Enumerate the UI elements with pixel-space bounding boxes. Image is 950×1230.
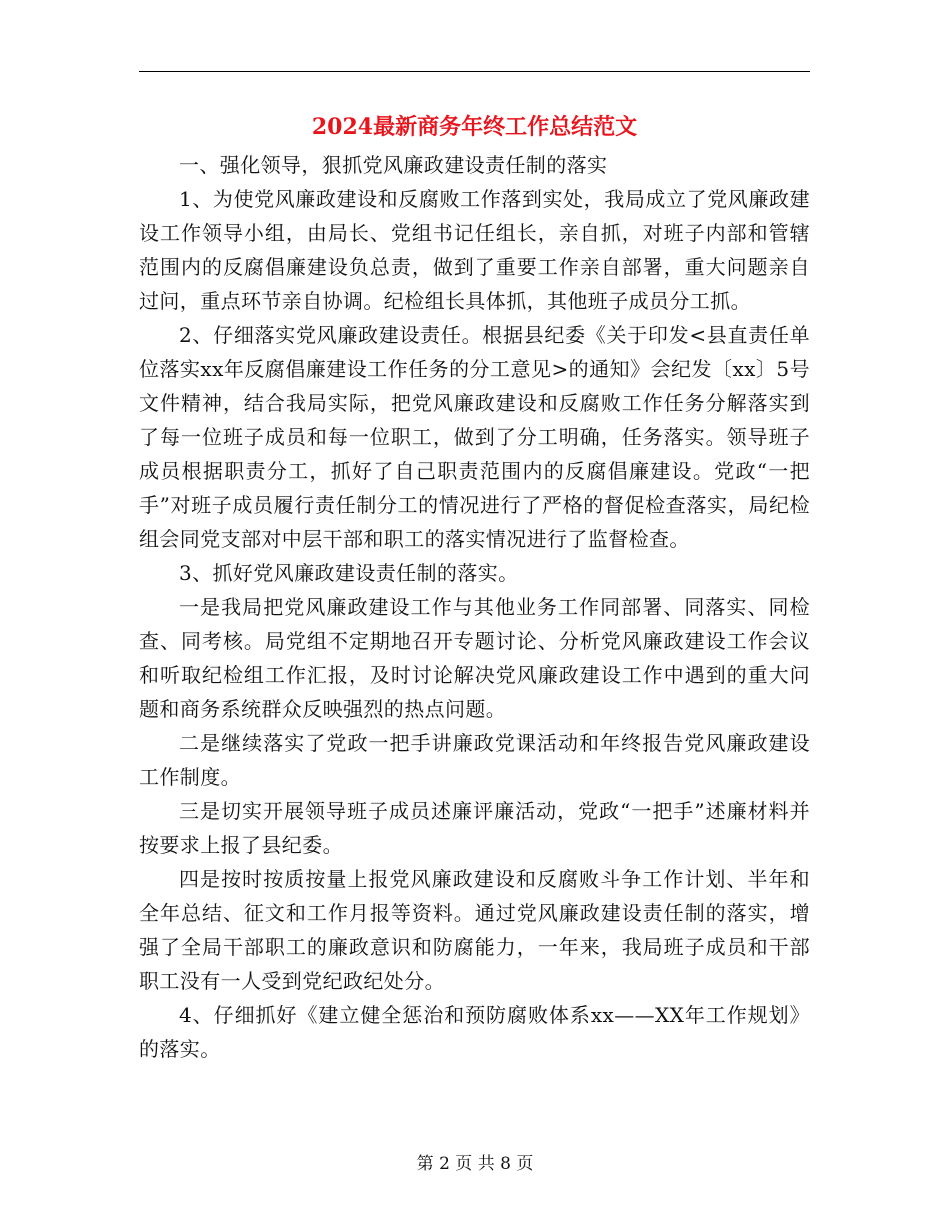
page-number: 第 2 页 共 8 页 (416, 1154, 534, 1174)
paragraph-1: 1、为使党风廉政建设和反腐败工作落到实处，我局成立了党风廉政建设工作领导小组，由局长、党组书记任组长，亲自抓，对班子内部和管辖范围内的反腐倡廉建设负总责，做到了重要工作亲自部署，重大问题亲自过问，重点环节亲自协调。纪检组长具体抓，其他班子成员分工抓。 (139, 187, 810, 313)
paragraph-3: 3、抓好党风廉政建设责任制的落实。 (179, 561, 519, 585)
paragraph-3-item-4: 四是按时按质按量上报党风廉政建设和反腐败斗争工作计划、半年和全年总结、征文和工作月报等资料。通过党风廉政建设责任制的落实，增强了全局干部职工的廉政意识和防腐能力，一年来，我局班子成员和干部职工没有一人受到党纪政纪处分。 (139, 867, 810, 993)
paragraph-4: 4、仔细抓好《建立健全惩治和预防腐败体系xx——XX年工作规划》的落实。 (139, 1003, 810, 1061)
document-body (139, 148, 810, 1066)
paragraph-2: 2、仔细落实党风廉政建设责任。根据县纪委《关于印发<县直责任单位落实xx年反腐倡廉建设工作任务的分工意见>的通知》会纪发〔xx〕5号文件精神，结合我局实际，把党风廉政建设和反腐败工作任务分解落实到了每一位班子成员和每一位职工，做到了分工明确，任务落实。领导班子成员根据职责分工，抓好了自己职责范围内的反腐倡廉建设。党政“一把手”对班子成员履行责任制分工的情况进行了严格的督促检查落实，局纪检组会同党支部对中层干部和职工的落实情况进行了监督检查。 (139, 323, 810, 551)
section-heading-1: 一、强化领导，狠抓党风廉政建设责任制的落实 (179, 153, 608, 177)
document-title: 2024最新商务年终工作总结范文 (311, 114, 638, 140)
paragraph-3-item-1: 一是我局把党风廉政建设工作与其他业务工作同部署、同落实、同检查、同考核。局党组不定期地召开专题讨论、分析党风廉政建设工作会议和听取纪检组工作汇报，及时讨论解决党风廉政建设工作中遇到的重大问题和商务系统群众反映强烈的热点问题。 (139, 595, 810, 721)
paragraph-3-item-2: 二是继续落实了党政一把手讲廉政党课活动和年终报告党风廉政建设工作制度。 (139, 731, 810, 789)
header-rule (139, 71, 810, 72)
paragraph-3-item-3: 三是切实开展领导班子成员述廉评廉活动，党政“一把手”述廉材料并按要求上报了县纪委。 (139, 799, 810, 857)
